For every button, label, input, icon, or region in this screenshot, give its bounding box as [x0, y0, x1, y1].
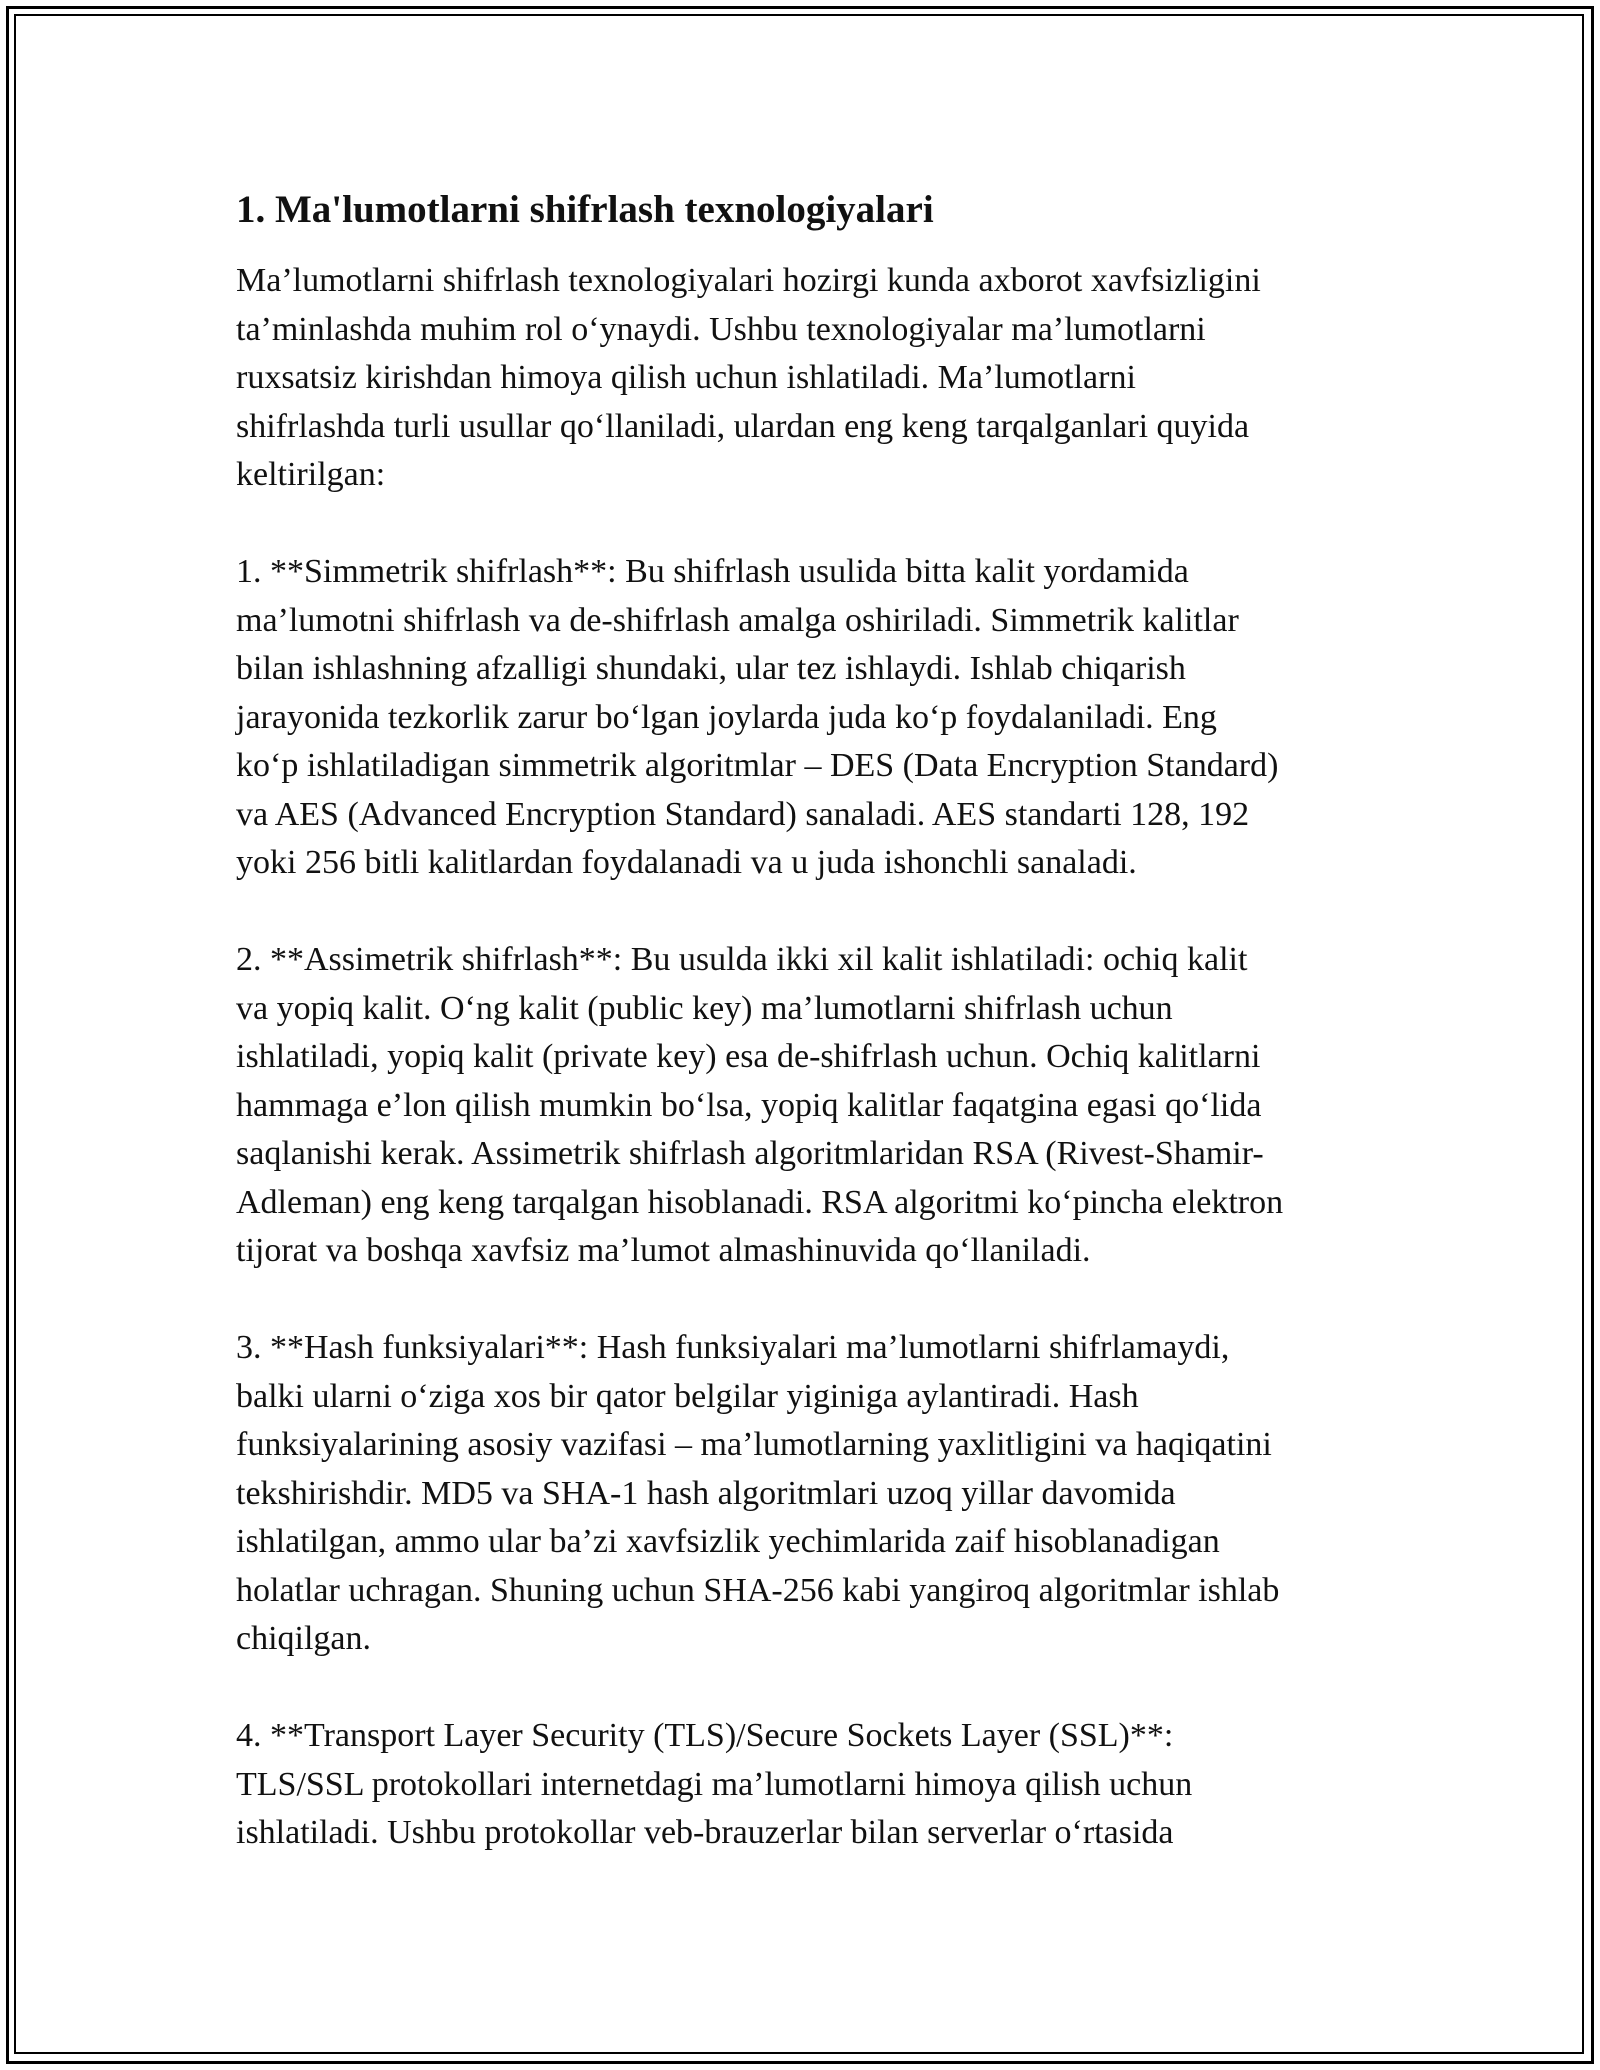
- text-line: ishlatiladi, yopiq kalit (private key) esa de-shifrlash uchun. Ochiq kalitlarni: [236, 1038, 1261, 1075]
- text-line: bilan ishlashning afzalligi shundaki, ular tez ishlaydi. Ishlab chiqarish: [236, 650, 1186, 687]
- text-line: chiqilgan.: [236, 1620, 372, 1657]
- text-line: 4. **Transport Layer Security (TLS)/Secure Sockets Layer (SSL)**:: [236, 1717, 1174, 1754]
- text-line: funksiyalarining asosiy vazifasi – ma’lumotlarning yaxlitligini va haqiqatini: [236, 1426, 1272, 1463]
- text-line: ma’lumotni shifrlash va de-shifrlash amalga oshiriladi. Simmetrik kalitlar: [236, 601, 1239, 639]
- text-line: ta’minlashda muhim rol o‘ynaydi. Ushbu texnologiyalar ma’lumotlarni: [236, 310, 1206, 348]
- text-line: Adleman) eng keng tarqalgan hisoblanadi. RSA algoritmi ko‘pincha elektron: [236, 1183, 1284, 1221]
- text-line: TLS/SSL protokollari internetdagi ma’lumotlarni himoya qilish uchun: [236, 1765, 1193, 1803]
- document-title: 1. Ma'lumotlarni shifrlash texnologiyalari: [236, 188, 934, 231]
- intro-paragraph: [236, 257, 1376, 500]
- text-line: ishlatiladi. Ushbu protokollar veb-brauzerlar bilan serverlar o‘rtasida: [236, 1814, 1174, 1851]
- text-line: holatlar uchragan. Shuning uchun SHA-256 kabi yangiroq algoritmlar ishlab: [236, 1571, 1280, 1609]
- text-line: ishlatilgan, ammo ular ba’zi xavfsizlik yechimlarida zaif hisoblanadigan: [236, 1523, 1220, 1560]
- hash-functions-paragraph: [236, 1324, 1376, 1664]
- text-line: tijorat va boshqa xavfsiz ma’lumot almashinuvida qo‘llaniladi.: [236, 1232, 1091, 1269]
- text-line: yoki 256 bitli kalitlardan foydalanadi va u juda ishonchli sanaladi.: [236, 844, 1137, 881]
- text-line: 3. **Hash funksiyalari**: Hash funksiyalari ma’lumotlarni shifrlamaydi,: [236, 1329, 1230, 1366]
- text-line: ko‘p ishlatiladigan simmetrik algoritmlar – DES (Data Encryption Standard): [236, 747, 1279, 784]
- text-line: va yopiq kalit. O‘ng kalit (public key) ma’lumotlarni shifrlash uchun: [236, 989, 1173, 1027]
- text-line: hammaga e’lon qilish mumkin bo‘lsa, yopiq kalitlar faqatgina egasi qo‘lida: [236, 1086, 1262, 1124]
- text-line: va AES (Advanced Encryption Standard) sanaladi. AES standarti 128, 192: [236, 795, 1250, 833]
- document-body: [236, 185, 1376, 1858]
- text-line: balki ularni o‘ziga xos bir qator belgilar yiginiga aylantiradi. Hash: [236, 1377, 1139, 1415]
- text-line: 1. **Simmetrik shifrlash**: Bu shifrlash usulida bitta kalit yordamida: [236, 553, 1189, 590]
- text-line: saqlanishi kerak. Assimetrik shifrlash algoritmlaridan RSA (Rivest-Shamir-: [236, 1135, 1264, 1172]
- text-line: jarayonida tezkorlik zarur bo‘lgan joylarda juda ko‘p foydalaniladi. Eng: [236, 698, 1217, 736]
- text-line: tekshirishdir. MD5 va SHA-1 hash algoritmlari uzoq yillar davomida: [236, 1474, 1176, 1512]
- text-line: Ma’lumotlarni shifrlash texnologiyalari hozirgi kunda axborot xavfsizligini: [236, 262, 1261, 299]
- text-line: 2. **Assimetrik shifrlash**: Bu usulda ikki xil kalit ishlatiladi: ochiq kalit: [236, 941, 1248, 978]
- symmetric-encryption-paragraph: [236, 548, 1376, 888]
- text-line: ruxsatsiz kirishdan himoya qilish uchun ishlatiladi. Ma’lumotlarni: [236, 359, 1136, 396]
- tls-ssl-paragraph: [236, 1712, 1376, 1858]
- text-line: shifrlashda turli usullar qo‘llaniladi, ulardan eng keng tarqalganlari quyida: [236, 407, 1250, 445]
- asymmetric-encryption-paragraph: [236, 936, 1376, 1276]
- text-line: keltirilgan:: [236, 456, 386, 493]
